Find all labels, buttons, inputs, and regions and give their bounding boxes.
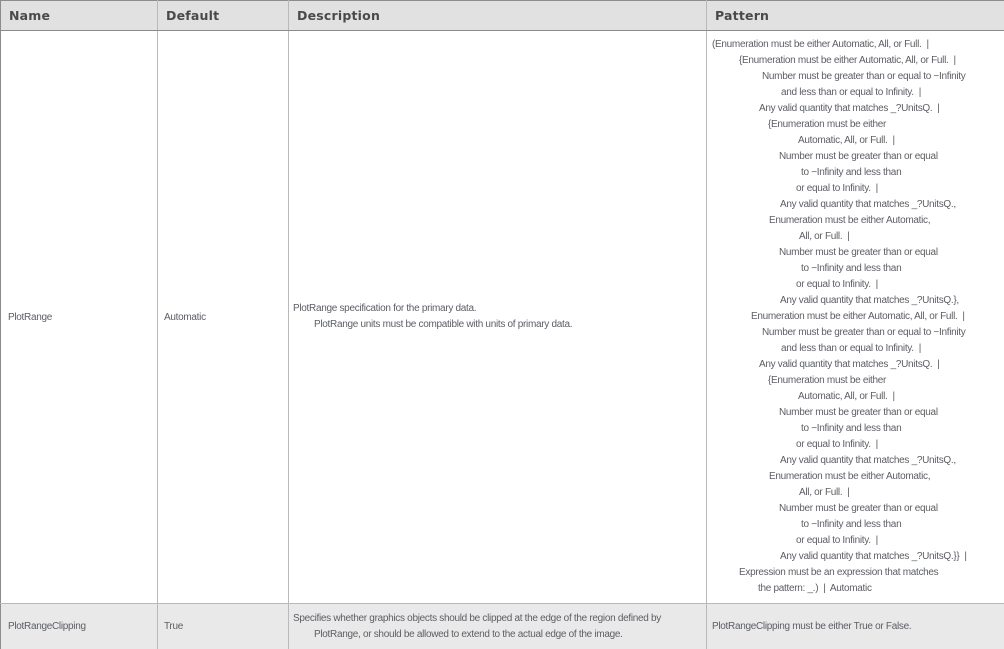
text-line: or equal to Infinity. |	[796, 183, 878, 194]
table-row-plotrange	[1, 31, 1004, 604]
table-row-plotrangeclipping	[1, 604, 1004, 649]
text-line: Number must be greater than or equal	[779, 247, 938, 258]
text-line: Any valid quantity that matches _?UnitsQ. |	[759, 359, 940, 370]
text-line: Automatic, All, or Full. |	[798, 391, 895, 402]
text-line: Specifies whether graphics objects should be clipped at the edge of the region defined by	[293, 612, 662, 624]
text-line: or equal to Infinity. |	[796, 279, 878, 290]
option-name: PlotRangeClipping	[8, 621, 86, 632]
pattern-cell	[707, 31, 1004, 604]
text-line: and less than or equal to Infinity. |	[781, 343, 921, 354]
description-cell	[289, 31, 707, 604]
option-default: Automatic	[164, 311, 206, 323]
column-header-name: Name	[1, 1, 158, 31]
description-cell	[289, 604, 707, 649]
option-name: PlotRange	[8, 311, 52, 323]
text-line: {Enumeration must be either Automatic, All, or Full. |	[739, 55, 956, 66]
text-line: Automatic, All, or Full. |	[798, 135, 895, 146]
text-line: Number must be greater than or equal	[779, 151, 938, 162]
text-line: and less than or equal to Infinity. |	[781, 87, 921, 98]
default-cell	[158, 31, 289, 604]
pattern-text	[712, 619, 1002, 635]
column-header-default: Default	[158, 1, 289, 31]
text-line: {Enumeration must be either	[768, 119, 887, 130]
text-line: Any valid quantity that matches _?UnitsQ. |	[759, 103, 940, 114]
text-line: Expression must be an expression that matches	[739, 567, 939, 578]
text-line: All, or Full. |	[799, 231, 850, 242]
text-line: to −Infinity and less than	[801, 519, 902, 530]
text-line: PlotRange specification for the primary data.	[293, 303, 477, 314]
text-line: the pattern: _.) | Automatic	[758, 583, 872, 594]
column-header-description: Description	[289, 1, 707, 31]
text-line: Number must be greater than or equal to −Infinity	[762, 327, 966, 338]
column-header-pattern: Pattern	[707, 1, 1004, 31]
text-line: PlotRangeClipping must be either True or False.	[712, 620, 912, 632]
text-line: to −Infinity and less than	[801, 263, 902, 274]
text-line: Any valid quantity that matches _?UnitsQ.},	[780, 295, 959, 306]
text-line: Any valid quantity that matches _?UnitsQ.,	[780, 455, 956, 466]
text-line: Enumeration must be either Automatic,	[769, 215, 931, 226]
text-line: Any valid quantity that matches _?UnitsQ.}} |	[780, 551, 967, 562]
text-line: or equal to Infinity. |	[796, 439, 878, 450]
text-line: All, or Full. |	[799, 487, 850, 498]
text-line: PlotRange units must be compatible with units of primary data.	[314, 319, 573, 330]
header-row	[1, 1, 1004, 31]
text-line: (Enumeration must be either Automatic, All, or Full. |	[712, 39, 929, 50]
pattern-text	[712, 37, 1002, 597]
text-line: Number must be greater than or equal	[779, 503, 938, 514]
default-cell	[158, 604, 289, 649]
pattern-cell	[707, 604, 1004, 649]
text-line: Any valid quantity that matches _?UnitsQ.,	[780, 199, 956, 210]
text-line: to −Infinity and less than	[801, 423, 902, 434]
description-text	[293, 611, 702, 643]
text-line: Number must be greater than or equal	[779, 407, 938, 418]
text-line: Enumeration must be either Automatic, All, or Full. |	[751, 311, 965, 322]
option-default: True	[164, 621, 183, 632]
text-line: {Enumeration must be either	[768, 375, 887, 386]
text-line: to −Infinity and less than	[801, 167, 902, 178]
text-line: Number must be greater than or equal to −Infinity	[762, 71, 966, 82]
text-line: Enumeration must be either Automatic,	[769, 471, 931, 482]
name-cell	[1, 31, 158, 604]
description-text	[293, 301, 702, 333]
name-cell	[1, 604, 158, 649]
text-line: or equal to Infinity. |	[796, 535, 878, 546]
text-line: PlotRange, or should be allowed to extend to the actual edge of the image.	[314, 628, 623, 640]
